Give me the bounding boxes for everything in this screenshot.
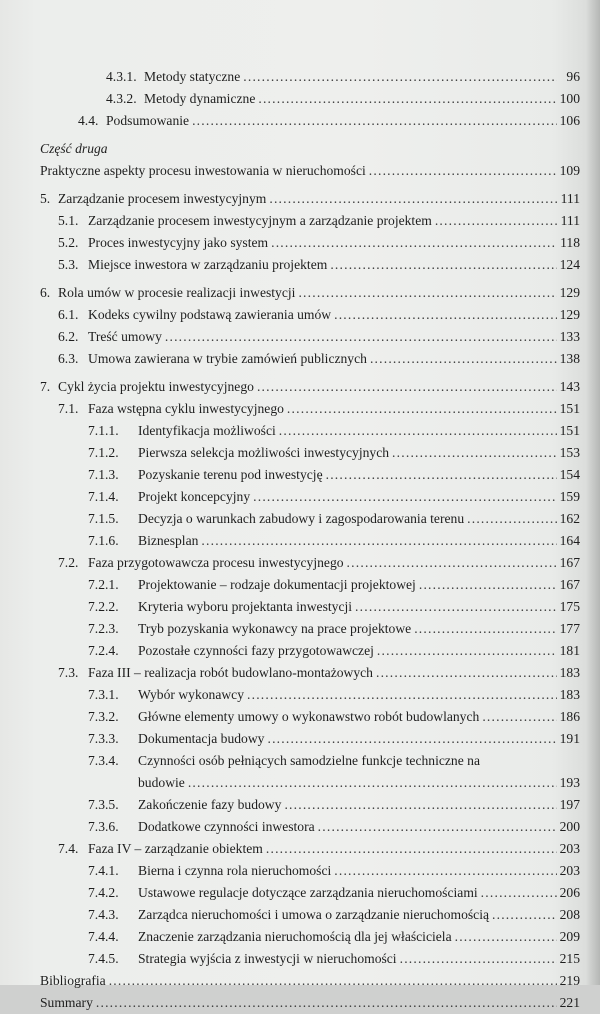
- entry-title: Zarządzanie procesem inwestycyjnym a zarządzanie projektem: [88, 213, 432, 228]
- entry-number: 7.3.6.: [88, 819, 119, 834]
- entry-number: 6.3.: [58, 351, 79, 366]
- entry-title-row: [88, 326, 580, 348]
- entry-page: 106: [559, 113, 580, 128]
- entry-title: Zarządzanie procesem inwestycyjnym: [58, 191, 267, 206]
- entry-page: 175: [559, 599, 580, 614]
- entry-page: 209: [559, 929, 580, 944]
- toc-entry: [40, 640, 580, 662]
- entry-title-continued: budowie: [138, 775, 185, 790]
- toc-entry: [40, 574, 580, 596]
- entry-number: 7.3.3.: [88, 731, 119, 746]
- entry-title-row: [144, 88, 580, 110]
- leader-dots: [467, 508, 556, 530]
- toc-entry: [40, 254, 580, 276]
- entry-title-row: [40, 160, 580, 182]
- entry-title-row: [138, 926, 580, 948]
- entry-title: Miejsce inwestora w zarządzaniu projektem: [88, 257, 328, 272]
- toc-chapter: [40, 282, 580, 304]
- entry-title-row: [88, 304, 580, 326]
- entry-page: 177: [559, 621, 580, 636]
- entry-number: 7.1.6.: [88, 533, 119, 548]
- toc-entry: [40, 596, 580, 618]
- leader-dots: [188, 772, 557, 794]
- entry-number: 6.2.: [58, 329, 79, 344]
- leader-dots: [334, 860, 556, 882]
- toc-entry-continuation: [40, 772, 580, 794]
- entry-page: 183: [559, 665, 580, 680]
- entry-title: Metody dynamiczne: [144, 91, 256, 106]
- toc-entry: [40, 486, 580, 508]
- entry-page: 96: [566, 69, 580, 84]
- entry-number: 7.1.4.: [88, 489, 119, 504]
- toc-entry: [40, 232, 580, 254]
- leader-dots: [192, 110, 557, 132]
- toc-entry: [40, 66, 580, 88]
- entry-title: Faza III – realizacja robót budowlano-montażowych: [88, 665, 373, 680]
- entry-page: 162: [559, 511, 580, 526]
- leader-dots: [258, 88, 556, 110]
- leader-dots: [253, 486, 556, 508]
- toc-entry: [40, 110, 580, 132]
- entry-title-row: [58, 188, 580, 210]
- entry-title: Decyzja o warunkach zabudowy i zagospodarowania terenu: [138, 511, 465, 526]
- entry-number: 7.4.3.: [88, 907, 119, 922]
- leader-dots: [243, 66, 557, 88]
- entry-page: 133: [559, 329, 580, 344]
- entry-number: 7.1.2.: [88, 445, 119, 460]
- toc-entry: [40, 464, 580, 486]
- leader-dots: [392, 442, 557, 464]
- leader-dots: [492, 904, 557, 926]
- toc-entry: [40, 816, 580, 838]
- toc-entry: [40, 88, 580, 110]
- entry-number: 5.2.: [58, 235, 79, 250]
- entry-title: Biznesplan: [138, 533, 199, 548]
- entry-page: 143: [559, 379, 580, 394]
- entry-title-row: [138, 596, 580, 618]
- entry-title-row: [88, 348, 580, 370]
- leader-dots: [355, 596, 557, 618]
- entry-title-row: [106, 110, 580, 132]
- entry-page: 203: [559, 841, 580, 856]
- entry-number: 4.3.1.: [106, 69, 137, 84]
- entry-title: Dodatkowe czynności inwestora: [138, 819, 315, 834]
- entry-title: Faza przygotowawcza procesu inwestycyjnego: [88, 555, 344, 570]
- entry-title: Wybór wykonawcy: [138, 687, 245, 702]
- toc-entry: [40, 926, 580, 948]
- entry-number: 7.3.5.: [88, 797, 119, 812]
- entry-title: Faza IV – zarządzanie obiektem: [88, 841, 263, 856]
- entry-title: Cykl życia projektu inwestycyjnego: [58, 379, 254, 394]
- entry-title-row: [138, 794, 580, 816]
- entry-title: Rola umów w procesie realizacji inwestycji: [58, 285, 296, 300]
- toc-entry: [40, 662, 580, 684]
- entry-title-row: [88, 254, 580, 276]
- part-heading: Część druga: [40, 141, 108, 156]
- toc-entry: [40, 882, 580, 904]
- toc-entry-summary: [40, 992, 580, 1014]
- entry-title: Identyfikacja możliwości: [138, 423, 276, 438]
- leader-dots: [271, 232, 557, 254]
- toc-entry: [40, 530, 580, 552]
- entry-title: Faza wstępna cyklu inwestycyjnego: [88, 401, 284, 416]
- entry-title-row: [138, 464, 580, 486]
- entry-title: Znaczenie zarządzania nieruchomością dla jej właściciela: [138, 929, 452, 944]
- entry-title-row: [88, 662, 580, 684]
- entry-page: 154: [559, 467, 580, 482]
- entry-title: Kodeks cywilny podstawą zawierania umów: [88, 307, 332, 322]
- entry-page: 206: [559, 885, 580, 900]
- entry-page: 153: [559, 445, 580, 460]
- entry-title-row: [58, 376, 580, 398]
- entry-page: 111: [560, 191, 580, 206]
- entry-title: Zakończenie fazy budowy: [138, 797, 282, 812]
- entry-title-row: [138, 772, 580, 794]
- leader-dots: [267, 728, 556, 750]
- toc-chapter: [40, 188, 580, 210]
- entry-title: Bierna i czynna rola nieruchomości: [138, 863, 332, 878]
- leader-dots: [419, 574, 557, 596]
- entry-title-row: [58, 282, 580, 304]
- entry-number: 7.1.3.: [88, 467, 119, 482]
- leader-dots: [347, 552, 557, 574]
- entry-number: 5.: [40, 191, 51, 206]
- entry-title-row: [138, 728, 580, 750]
- leader-dots: [284, 794, 556, 816]
- entry-page: 183: [559, 687, 580, 702]
- entry-title: Pierwsza selekcja możliwości inwestycyjnych: [138, 445, 390, 460]
- entry-number: 7.3.: [58, 665, 79, 680]
- entry-page: 191: [559, 731, 580, 746]
- entry-title-row: [40, 970, 580, 992]
- entry-title: Podsumowanie: [106, 113, 190, 128]
- toc-entry: [40, 750, 580, 772]
- leader-dots: [334, 304, 557, 326]
- entry-title-row: [88, 552, 580, 574]
- entry-title-row: [138, 882, 580, 904]
- toc-entry: [40, 420, 580, 442]
- entry-number: 7.: [40, 379, 51, 394]
- leader-dots: [298, 282, 556, 304]
- entry-title-row: [88, 210, 580, 232]
- leader-dots: [369, 160, 557, 182]
- toc-entry-bibliography: [40, 970, 580, 992]
- toc-entry: [40, 348, 580, 370]
- entry-number: 7.4.5.: [88, 951, 119, 966]
- entry-page: 193: [559, 775, 580, 790]
- leader-dots: [266, 838, 557, 860]
- leader-dots: [376, 662, 557, 684]
- entry-page: 124: [559, 257, 580, 272]
- entry-number: 7.4.1.: [88, 863, 119, 878]
- leader-dots: [377, 640, 557, 662]
- entry-page: 167: [559, 577, 580, 592]
- leader-dots: [269, 188, 557, 210]
- entry-title-row: [138, 530, 580, 552]
- entry-page: 219: [559, 973, 580, 988]
- entry-title: Treść umowy: [88, 329, 162, 344]
- entry-page: 151: [559, 423, 580, 438]
- table-of-contents: [40, 66, 580, 1014]
- toc-entry: [40, 508, 580, 530]
- entry-title: Ustawowe regulacje dotyczące zarządzania nieruchomościami: [138, 885, 478, 900]
- entry-title-row: [138, 486, 580, 508]
- leader-dots: [247, 684, 557, 706]
- entry-title-row: [138, 442, 580, 464]
- toc-entry: [40, 684, 580, 706]
- toc-entry: [40, 838, 580, 860]
- entry-title: Główne elementy umowy o wykonawstwo robót budowlanych: [138, 709, 480, 724]
- leader-dots: [482, 706, 556, 728]
- entry-page: 186: [559, 709, 580, 724]
- entry-title-row: [144, 66, 580, 88]
- entry-number: 7.2.: [58, 555, 79, 570]
- toc-entry: [40, 160, 580, 182]
- entry-number: 7.3.2.: [88, 709, 119, 724]
- entry-number: 7.4.4.: [88, 929, 119, 944]
- leader-dots: [400, 948, 557, 970]
- entry-number: 7.2.4.: [88, 643, 119, 658]
- leader-dots: [481, 882, 557, 904]
- entry-page: 138: [559, 351, 580, 366]
- entry-title: Tryb pozyskania wykonawcy na prace projektowe: [138, 621, 412, 636]
- leader-dots: [414, 618, 556, 640]
- entry-title-row: [88, 398, 580, 420]
- toc-entry: [40, 728, 580, 750]
- entry-title: Zarządca nieruchomości i umowa o zarządzanie nieruchomością: [138, 907, 490, 922]
- entry-title-row: [138, 750, 580, 772]
- toc-entry: [40, 618, 580, 640]
- entry-page: 203: [559, 863, 580, 878]
- entry-number: 5.1.: [58, 213, 79, 228]
- entry-number: 7.1.1.: [88, 423, 119, 438]
- toc-entry: [40, 794, 580, 816]
- entry-title-row: [138, 684, 580, 706]
- leader-dots: [435, 210, 557, 232]
- entry-title-row: [138, 420, 580, 442]
- entry-title: Umowa zawierana w trybie zamówień publicznych: [88, 351, 367, 366]
- entry-number: 7.4.: [58, 841, 79, 856]
- entry-number: 7.4.2.: [88, 885, 119, 900]
- leader-dots: [370, 348, 557, 370]
- leader-dots: [279, 420, 557, 442]
- toc-entry: [40, 904, 580, 926]
- toc-entry: [40, 860, 580, 882]
- leader-dots: [326, 464, 557, 486]
- entry-page: 111: [560, 213, 580, 228]
- entry-title-row: [138, 904, 580, 926]
- leader-dots: [455, 926, 557, 948]
- entry-title-row: [88, 838, 580, 860]
- entry-number: 4.4.: [78, 113, 99, 128]
- leader-dots: [257, 376, 557, 398]
- leader-dots: [330, 254, 556, 276]
- leader-dots: [96, 992, 557, 1014]
- entry-title: Dokumentacja budowy: [138, 731, 265, 746]
- leader-dots: [287, 398, 557, 420]
- entry-page: 129: [559, 285, 580, 300]
- entry-title: Strategia wyjścia z inwestycji w nieruchomości: [138, 951, 397, 966]
- entry-page: 221: [559, 995, 580, 1010]
- entry-page: 197: [559, 797, 580, 812]
- entry-title: Praktyczne aspekty procesu inwestowania w nieruchomości: [40, 163, 366, 178]
- entry-page: 100: [559, 91, 580, 106]
- entry-title-row: [138, 860, 580, 882]
- entry-page: 129: [559, 307, 580, 322]
- entry-title: Kryteria wyboru projektanta inwestycji: [138, 599, 353, 614]
- entry-page: 200: [559, 819, 580, 834]
- entry-number: 7.1.: [58, 401, 79, 416]
- entry-number: 6.: [40, 285, 51, 300]
- entry-number: 7.3.4.: [88, 753, 119, 768]
- entry-title: Projektowanie – rodzaje dokumentacji projektowej: [138, 577, 416, 592]
- entry-number: 5.3.: [58, 257, 79, 272]
- toc-entry: [40, 398, 580, 420]
- entry-title: Proces inwestycyjny jako system: [88, 235, 269, 250]
- toc-entry: [40, 442, 580, 464]
- entry-page: 151: [559, 401, 580, 416]
- toc-entry: [40, 210, 580, 232]
- entry-title-row: [138, 508, 580, 530]
- entry-number: 6.1.: [58, 307, 79, 322]
- entry-title-row: [138, 706, 580, 728]
- entry-page: 167: [559, 555, 580, 570]
- toc-entry: [40, 948, 580, 970]
- leader-dots: [165, 326, 557, 348]
- entry-title: Projekt koncepcyjny: [138, 489, 251, 504]
- entry-title-row: [138, 816, 580, 838]
- entry-number: 7.2.1.: [88, 577, 119, 592]
- entry-title-row: [138, 574, 580, 596]
- entry-number: 7.1.5.: [88, 511, 119, 526]
- leader-dots: [318, 816, 557, 838]
- toc-entry: [40, 706, 580, 728]
- entry-title: Metody statyczne: [144, 69, 241, 84]
- entry-page: 215: [559, 951, 580, 966]
- entry-title: Pozostałe czynności fazy przygotowawczej: [138, 643, 374, 658]
- entry-title-row: [40, 992, 580, 1014]
- entry-number: 7.2.2.: [88, 599, 119, 614]
- entry-page: 208: [559, 907, 580, 922]
- entry-page: 164: [559, 533, 580, 548]
- toc-chapter: [40, 376, 580, 398]
- entry-page: 159: [559, 489, 580, 504]
- leader-dots: [201, 530, 556, 552]
- toc-entry: [40, 552, 580, 574]
- entry-title-row: [138, 640, 580, 662]
- entry-page: 109: [559, 163, 580, 178]
- entry-page: 181: [559, 643, 580, 658]
- toc-entry: [40, 326, 580, 348]
- entry-title: Pozyskanie terenu pod inwestycję: [138, 467, 323, 482]
- toc-entry: [40, 304, 580, 326]
- leader-dots: [109, 970, 557, 992]
- entry-number: 4.3.2.: [106, 91, 137, 106]
- entry-number: 7.3.1.: [88, 687, 119, 702]
- entry-title: Summary: [40, 995, 93, 1010]
- entry-title-row: [88, 232, 580, 254]
- entry-number: 7.2.3.: [88, 621, 119, 636]
- entry-title: Czynności osób pełniących samodzielne funkcje techniczne na: [138, 753, 480, 768]
- entry-title-row: [138, 618, 580, 640]
- entry-title: Bibliografia: [40, 973, 106, 988]
- page-spine-shadow: [586, 0, 600, 985]
- entry-title-row: [138, 948, 580, 970]
- entry-page: 118: [560, 235, 580, 250]
